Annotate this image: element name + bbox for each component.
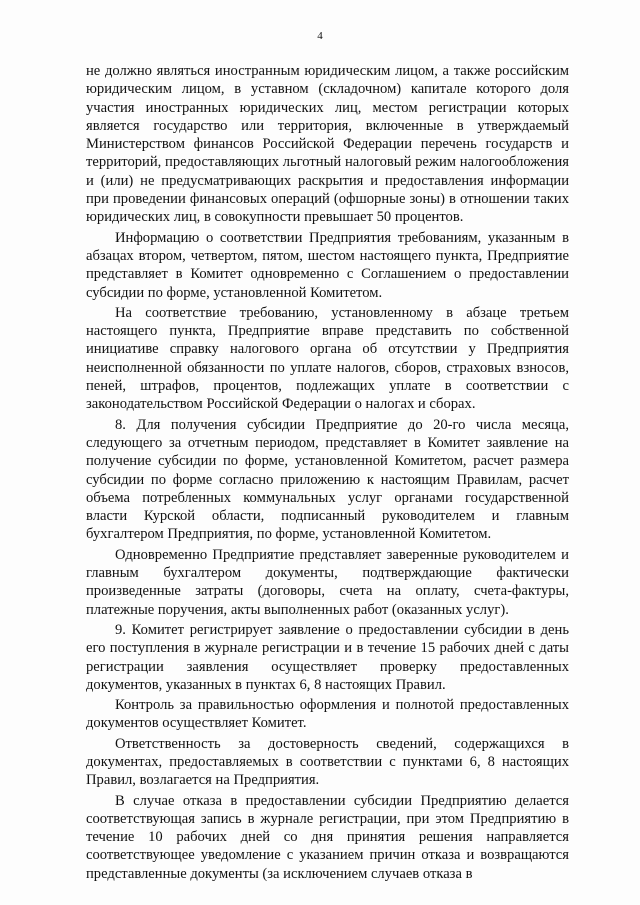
paragraph: Ответственность за достоверность сведений, содержащихся в документах, предоставляемых в соответствии с пунктами 6, 8 настоящих Правил, возлагается на Предприятия. [86, 735, 569, 789]
paragraph: не должно являться иностранным юридическим лицом, а также российским юридическим лицом, в уставном (складочном) капитале которого доля участия иностранных юридических лиц, местом регистрации которых является государство или территория, включенные в утверждаемый Министерством финансов Российской Федерации перечень государств и территорий, предоставляющих льготный налоговый режим налогообложения и (или) не предусматривающих раскрытия и предоставления информации при проведении финансовых операций (офшорные зоны) в отношении таких юридических лиц, в совокупности превышает 50 процентов. [86, 63, 569, 226]
document-body [86, 62, 569, 883]
page-number: 4 [317, 30, 323, 42]
paragraph: Одновременно Предприятие представляет заверенные руководителем и главным бухгалтером документы, подтверждающие фактически произведенные затраты (договоры, счета на оплату, счета-фактуры, платежные поручения, акты выполненных работ (оказанных услуг). [86, 546, 569, 618]
paragraph: 8. Для получения субсидии Предприятие до 20-го числа месяца, следующего за отчетным периодом, представляет в Комитет заявление на получение субсидии по форме, установленной Комитетом, расчет размера субсидии по форме согласно приложению к настоящим Правилам, расчет объема потребленных коммунальных услуг органами государственной власти Курской области, подписанный руководителем и главным бухгалтером Предприятия, по форме, установленной Комитетом. [86, 416, 569, 543]
paragraph: В случае отказа в предоставлении субсидии Предприятию делается соответствующая запись в журнале регистрации, при этом Предприятию в течение 10 рабочих дней со дня принятия решения направляется соответствующее уведомление с указанием причин отказа и возвращаются представленные документы (за исключением случаев отказа в [86, 792, 569, 882]
paragraph: На соответствие требованию, установленному в абзаце третьем настоящего пункта, Предприятие вправе представить по собственной инициативе справку налогового органа об отсутствии у Предприятия неисполненной обязанности по уплате налогов, сборов, страховых взносов, пеней, штрафов, процентов, подлежащих уплате в соответствии с законодательством Российской Федерации о налогах и сборах. [86, 304, 569, 413]
paragraph: Информацию о соответствии Предприятия требованиям, указанным в абзацах втором, четвертом, пятом, шестом настоящего пункта, Предприятие представляет в Комитет одновременно с Соглашением о предоставлении субсидии по форме, установленной Комитетом. [86, 229, 569, 301]
paragraph: Контроль за правильностью оформления и полнотой предоставленных документов осуществляет Комитет. [86, 697, 569, 732]
paragraph: 9. Комитет регистрирует заявление о предоставлении субсидии в день его поступления в журнале регистрации и в течение 15 рабочих дней с даты регистрации заявления осуществляет проверку предоставленных документов, указанных в пунктах 6, 8 настоящих Правил. [86, 621, 569, 693]
